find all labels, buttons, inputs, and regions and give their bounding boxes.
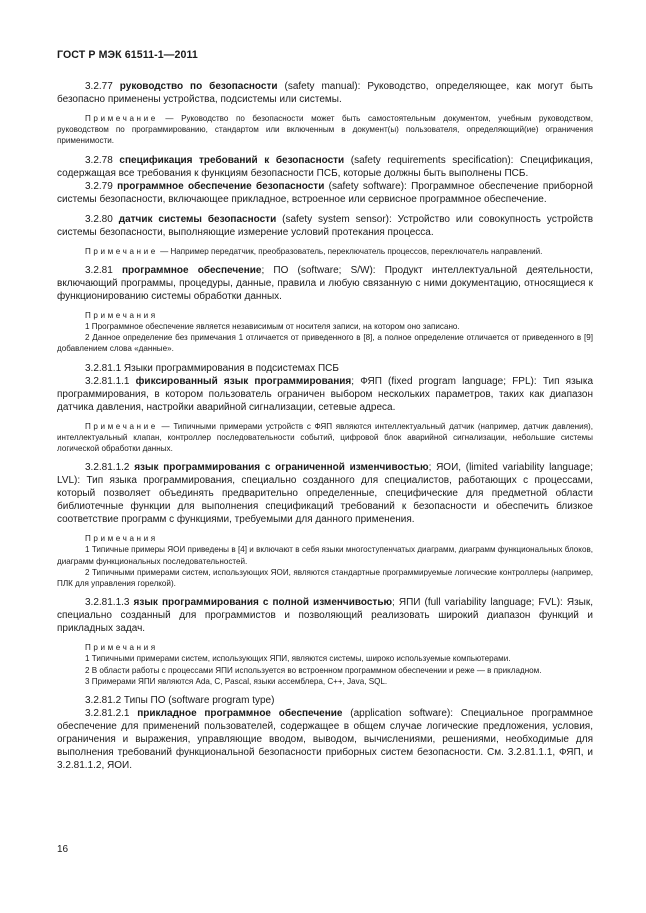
note-heading: Примечание (85, 114, 158, 123)
note-heading: Примечания (85, 310, 158, 320)
clause-number: 3.2.77 (85, 81, 113, 92)
definition-3-2-80 (57, 213, 593, 239)
definition-text: (safety requirements specification): Спецификация, содержащая все требования к функциям безопасности ПСБ, которые должны быть выполнены ПСБ. (57, 154, 593, 179)
definition-text: (safety system sensor): Устройство или совокупность устройств системы безопасности, выполняющие измерение условий протекания процесса. (57, 213, 594, 238)
note-item: 3 Примерами ЯПИ являются Ada, C, Pascal, языки ассемблера, C++, Java, SQL. (85, 676, 388, 686)
definition-text: ; ПО (software; S/W): Продукт интеллектуальной деятельности, включающий программы, процедуры, данные, правила и любую связанную с ними документацию, относящиеся к функционированию системы обработки данных. (57, 264, 593, 302)
term: спецификация требований к безопасности (119, 154, 345, 166)
note-text: — Руководство по безопасности может быть самостоятельным документом, учебным руководством, руководством по программированию, стандартом или включенным в документ(ы) пользователя, определяющий(ие) ограничения применимости. (57, 114, 593, 146)
definition-text: (safety software): Программное обеспечение приборной системы безопасности, включающее прикладное, встроенное или сервисное программное обеспечение. (57, 180, 594, 205)
term: язык программирования с полной изменчивостью (133, 597, 393, 609)
notes-heading (57, 642, 593, 653)
clause-number: 3.2.81.2.1 (85, 708, 130, 720)
note-item: 2 В области работы с процессами ЯПИ используется во встроенном программном обеспечении и реже — в прикладном. (85, 665, 542, 675)
note (57, 246, 593, 257)
definition-text: ; ФЯП (fixed program language; FPL): Тип языка программирования, в котором пользователь ограничен выбором нескольких параметров, таких как диапазон датчика давления, настройки аварийной сигнализации, сетевые адреса. (57, 375, 594, 413)
note-item: 2 Данное определение без примечания 1 отличается от приведенного в [8], а полное определение отличается от приведенного в [9] добавлением слова «данные». (57, 333, 593, 354)
subsection-heading: 3.2.81.2 Типы ПО (software program type) (85, 695, 275, 707)
definition-text: (application software): Специальное программное обеспечение для применений пользователей, содержащее в общем случае логические предложения, условия, ограничения и выражения, управляющие вводом, выводом, вычислениями, решениями, необходимые для выполнения требований функциональной безопасности приборных систем безопасности. См. 3.2.81.1.1, ФЯП, и 3.2.81.1.2, ЯОИ. (57, 708, 594, 772)
note-item: 2 Типичными примерами систем, использующих ЯОИ, являются стандартные программируемые логические контроллеры (например, ПЛК для управления горелкой). (57, 567, 593, 589)
note-heading: Примечания (85, 643, 158, 653)
term: программное обеспечение безопасности (117, 180, 325, 192)
clause-number: 3.2.81 (85, 264, 113, 276)
term: фиксированный язык программирования (135, 375, 352, 387)
definition-3-2-81-1-1 (57, 375, 593, 414)
notes-heading (57, 310, 593, 321)
term: прикладное программное обеспечение (137, 708, 343, 720)
term: руководство по безопасности (119, 81, 278, 92)
notes-heading (57, 533, 593, 544)
clause-number: 3.2.78 (85, 154, 113, 166)
subsection-heading: 3.2.81.1 Языки программирования в подсистемах ПСБ (85, 362, 339, 374)
definition-3-2-81-1-2 (57, 461, 593, 526)
clause-number: 3.2.81.1.3 (85, 597, 130, 609)
definition-text: (safety manual): Руководство, определяющее, как могут быть безопасно применены устройства, подсистемы или системы. (57, 81, 594, 105)
note-heading: Примечания (85, 534, 158, 544)
note-item: 1 Типичные примеры ЯОИ приведены в [4] и включают в себя языки многоступенчатых диаграмм, диаграмм функциональных блоков, диаграмм функциональных последовательностей. (57, 545, 593, 566)
clause-number: 3.2.81.1.1 (85, 375, 130, 387)
definition-3-2-81-2-1 (57, 707, 593, 772)
term: программное обеспечение (121, 264, 262, 276)
term: язык программирования с ограниченной изменчивостью (134, 462, 429, 474)
note (57, 113, 593, 147)
note-heading: Примечание (85, 421, 158, 431)
note-text: — Типичными примерами устройств с ФЯП являются интеллектуальный датчик (например, датчик давления), интеллектуальный клапан, контроллер последовательности событий, цифровой блок аварийной сигнализации, небольшие системы логической обработки данных. (57, 421, 593, 454)
clause-number: 3.2.80 (85, 213, 113, 225)
standard-header: ГОСТ Р МЭК 61511-1—2011 (57, 49, 198, 61)
note (57, 421, 593, 455)
definition-3-2-81-1-3 (57, 596, 593, 635)
note-heading: Примечание (85, 246, 158, 256)
clause-number: 3.2.79 (85, 180, 113, 192)
definition-3-2-81 (57, 264, 593, 303)
definition-3-2-79 (57, 180, 593, 206)
note-text: — Например передатчик, преобразователь, переключатель процессов, переключатель направлений. (157, 246, 543, 256)
note-item: 1 Программное обеспечение является независимым от носителя записи, на котором оно записано. (85, 322, 460, 332)
clause-number: 3.2.81.1.2 (85, 462, 130, 474)
definition-text: ; ЯОИ, (limited variability language; LVL): Тип языка программирования, специально созданного для специалистов, работающих с процессами, который позволяет объединять предварительно определенные, специфические для предметной области библиотечные функции для выполнения спецификаций требований к безопасности и обеспечить близкое соответствие программ с функциями, требуемыми для данного применения. (57, 462, 594, 526)
definition-3-2-78 (57, 154, 593, 180)
document-body (57, 80, 593, 772)
note-item: 1 Типичными примерами систем, использующих ЯПИ, являются системы, широко используемые компьютерами. (85, 654, 511, 664)
definition-3-2-77 (57, 80, 593, 106)
page-number: 16 (57, 844, 69, 855)
definition-text: ; ЯПИ (full variability language; FVL): Язык, специально созданный для программистов и позволяющий реализовать широкий диапазон функций и прикладных задач. (57, 597, 593, 635)
term: датчик системы безопасности (118, 213, 277, 225)
